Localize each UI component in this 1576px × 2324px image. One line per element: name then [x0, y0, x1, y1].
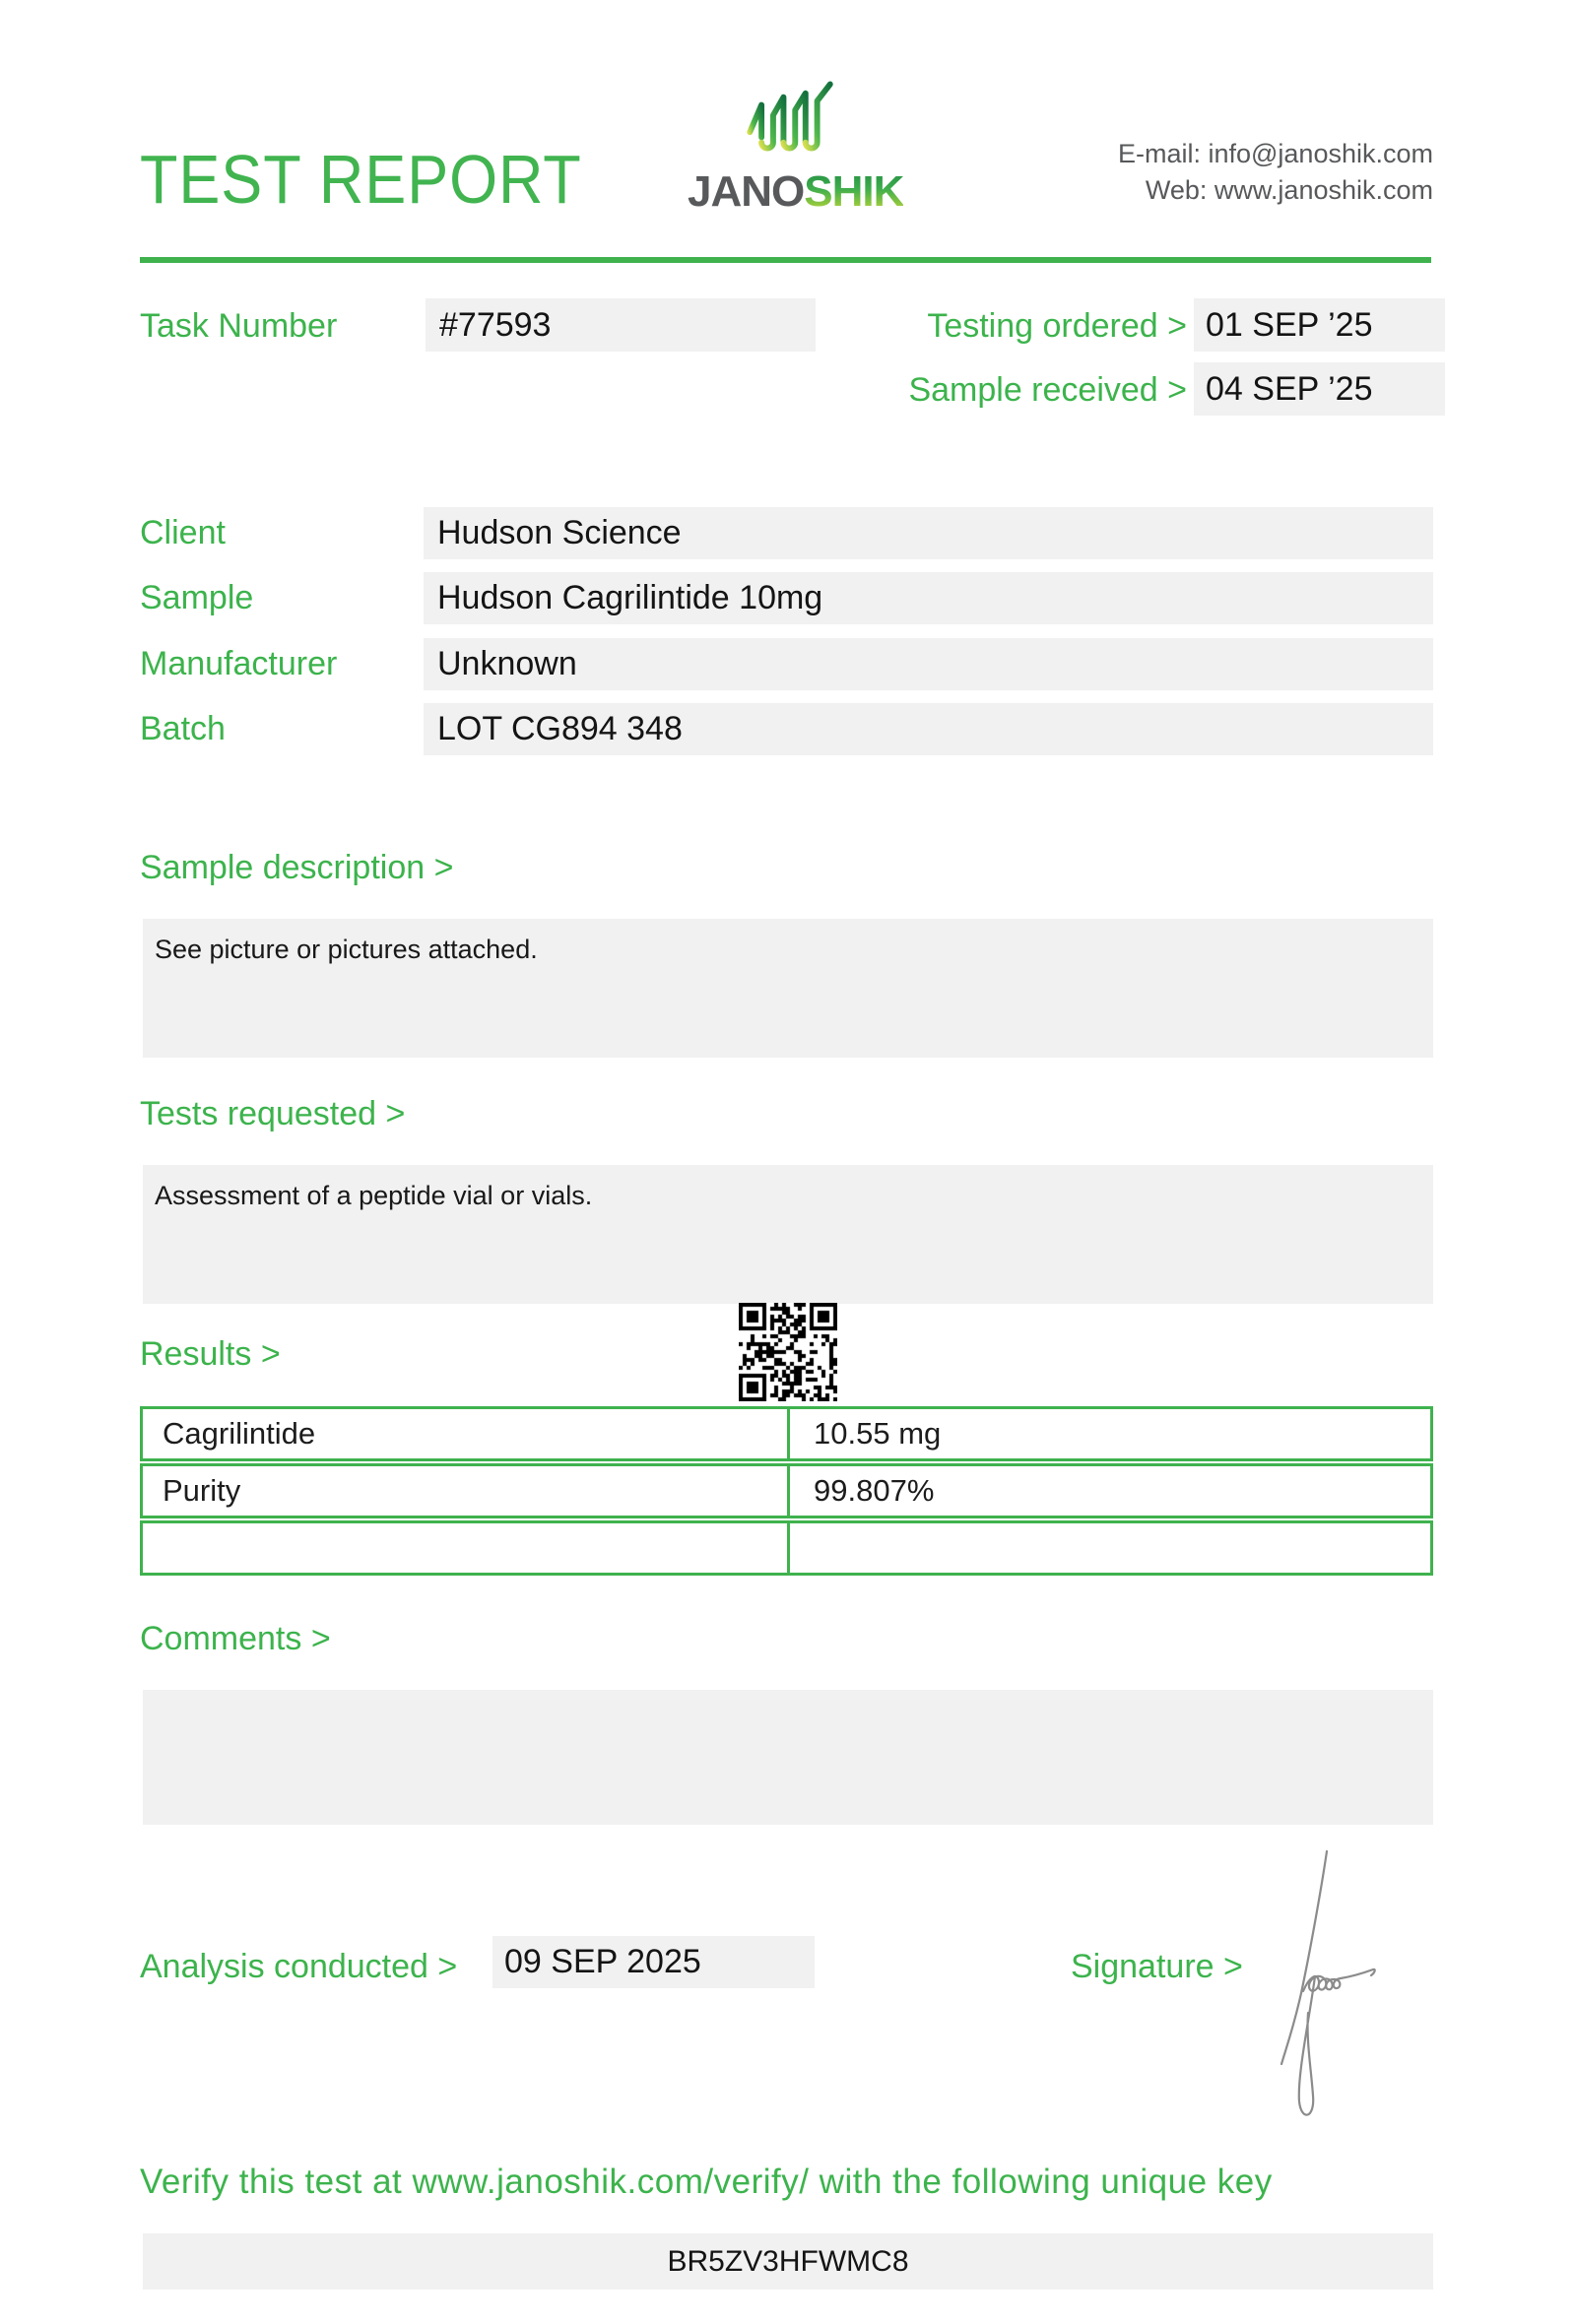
chart-growth-icon: [745, 79, 835, 160]
qr-code: [739, 1303, 837, 1401]
task-number-value: #77593: [426, 298, 816, 352]
table-row: [140, 1406, 1433, 1461]
table-row: [140, 1463, 1433, 1518]
analysis-conducted-label: Analysis conducted >: [140, 1948, 458, 1985]
batch-label: Batch: [140, 710, 226, 747]
results-table: [140, 1406, 1433, 1578]
table-row: [140, 1520, 1433, 1576]
contact-web: Web: www.janoshik.com: [1145, 175, 1433, 205]
manufacturer-label: Manufacturer: [140, 645, 338, 682]
signature-image: [1276, 1843, 1389, 2129]
sample-description-text: See picture or pictures attached.: [155, 935, 538, 964]
comments-box: [143, 1690, 1433, 1825]
testing-ordered-label: Testing ordered >: [927, 307, 1187, 345]
batch-value: LOT CG894 348: [424, 703, 1433, 755]
result-name: Purity: [143, 1466, 790, 1516]
sample-received-label: Sample received >: [908, 371, 1187, 409]
result-name: [143, 1523, 790, 1573]
contact-info: [1118, 136, 1433, 209]
tests-requested-text: Assessment of a peptide vial or vials.: [155, 1181, 593, 1210]
logo-text-dark: JANO: [688, 167, 805, 216]
contact-email: E-mail: info@janoshik.com: [1117, 139, 1433, 168]
header-divider: [140, 257, 1431, 263]
result-value: 10.55 mg: [814, 1416, 942, 1451]
sample-label: Sample: [140, 579, 254, 616]
logo-text-green: SHIK: [804, 167, 904, 216]
result-value: 99.807%: [814, 1473, 935, 1508]
tests-requested-box: [143, 1165, 1433, 1304]
signature-label: Signature >: [1071, 1948, 1243, 1985]
sample-received-value: 04 SEP ’25: [1194, 362, 1445, 416]
client-label: Client: [140, 514, 226, 551]
page-title: TEST REPORT: [140, 141, 582, 218]
sample-description-box: [143, 919, 1433, 1058]
verify-instruction: Verify this test at www.janoshik.com/verify/ with the following unique key: [140, 2163, 1273, 2201]
testing-ordered-value: 01 SEP ’25: [1194, 298, 1445, 352]
manufacturer-value: Unknown: [424, 638, 1433, 690]
tests-requested-heading: Tests requested >: [140, 1095, 406, 1132]
result-name: Cagrilintide: [143, 1409, 790, 1458]
janoshik-logo: [678, 59, 914, 217]
task-number-label: Task Number: [140, 307, 338, 345]
results-heading: Results >: [140, 1335, 281, 1373]
sample-description-heading: Sample description >: [140, 849, 454, 886]
result-value: [790, 1523, 1430, 1573]
verify-key: BR5ZV3HFWMC8: [143, 2233, 1433, 2290]
sample-value: Hudson Cagrilintide 10mg: [424, 572, 1433, 624]
comments-heading: Comments >: [140, 1620, 331, 1657]
client-value: Hudson Science: [424, 507, 1433, 559]
analysis-conducted-value: 09 SEP 2025: [492, 1936, 815, 1988]
logo-wordmark: [688, 167, 903, 217]
